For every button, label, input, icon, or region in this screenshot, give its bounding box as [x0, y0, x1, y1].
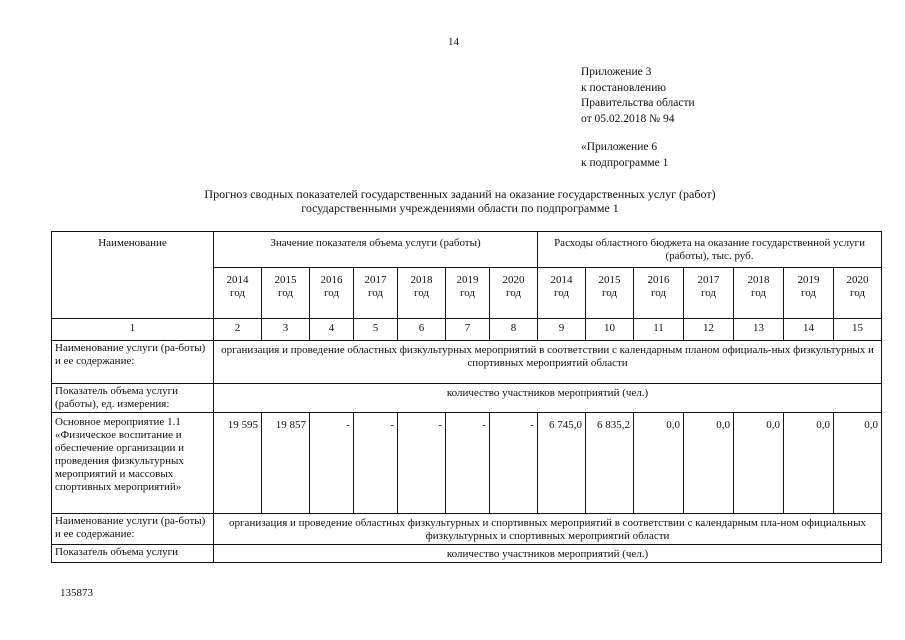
header-name: Наименование — [52, 232, 214, 319]
column-number: 9 — [538, 319, 586, 341]
service-name-row — [52, 341, 882, 384]
column-number: 11 — [634, 319, 684, 341]
year-volume-2020: 2020 год — [490, 267, 538, 318]
indicator-row-2 — [52, 545, 882, 563]
year-volume-2018: 2018 год — [398, 267, 446, 318]
appendix-block — [581, 65, 695, 127]
appendix-line-1: Приложение 3 — [581, 66, 652, 78]
title-line-2: государственными учреждениями области по подпрограмме 1 — [301, 201, 619, 215]
column-number: 8 — [490, 319, 538, 341]
column-number: 1 — [52, 319, 214, 341]
measure-expenses-2017: 0,0 — [684, 413, 734, 514]
appendix-block-2 — [581, 140, 668, 171]
service-name-row-2 — [52, 514, 882, 545]
measure-volume-2014: 19 595 — [214, 413, 262, 514]
indicator-row — [52, 384, 882, 413]
measure-label: Основное мероприятие 1.1 «Физическое воспитание и обеспечение организации и проведения физкультурных мероприятий и массовых спортивных мероприятий» — [52, 413, 214, 514]
measure-expenses-2018: 0,0 — [734, 413, 784, 514]
appendix-line-3: Правительства области — [581, 97, 695, 109]
column-number-row — [52, 319, 882, 341]
year-expenses-2014: 2014 год — [538, 267, 586, 318]
year-volume-2014: 2014 год — [214, 267, 262, 318]
measure-expenses-2014: 6 745,0 — [538, 413, 586, 514]
page-number: 14 — [448, 36, 459, 48]
forecast-table — [51, 231, 882, 563]
header-row-1 — [52, 232, 882, 268]
column-number: 14 — [784, 319, 834, 341]
measure-row — [52, 413, 882, 514]
year-expenses-2016: 2016 год — [634, 267, 684, 318]
document-title — [100, 187, 820, 215]
title-line-1: Прогноз сводных показателей государственных заданий на оказание государственных услуг (работ) — [204, 187, 716, 201]
year-volume-2017: 2017 год — [354, 267, 398, 318]
appendix-line-4: от 05.02.2018 № 94 — [581, 112, 675, 125]
measure-expenses-2020: 0,0 — [834, 413, 882, 514]
year-expenses-2015: 2015 год — [586, 267, 634, 318]
column-number: 7 — [446, 319, 490, 341]
measure-expenses-2019: 0,0 — [784, 413, 834, 514]
column-number: 4 — [310, 319, 354, 341]
year-volume-2015: 2015 год — [262, 267, 310, 318]
column-number: 15 — [834, 319, 882, 341]
service-name-label-2: Наименование услуги (ра-боты) и ее содержание: — [52, 514, 214, 545]
measure-volume-2019: - — [446, 413, 490, 514]
year-expenses-2020: 2020 год — [834, 267, 882, 318]
indicator-value-2: количество участников мероприятий (чел.) — [214, 545, 882, 563]
appendix-line-2: к постановлению — [581, 81, 666, 94]
column-number: 13 — [734, 319, 784, 341]
column-number: 5 — [354, 319, 398, 341]
measure-volume-2017: - — [354, 413, 398, 514]
year-expenses-2017: 2017 год — [684, 267, 734, 318]
document-code: 135873 — [60, 587, 93, 599]
column-number: 3 — [262, 319, 310, 341]
column-number: 12 — [684, 319, 734, 341]
column-number: 2 — [214, 319, 262, 341]
service-name-label: Наименование услуги (ра-боты) и ее содержание: — [52, 341, 214, 384]
measure-volume-2015: 19 857 — [262, 413, 310, 514]
measure-expenses-2016: 0,0 — [634, 413, 684, 514]
header-expenses: Расходы областного бюджета на оказание государственной услуги (работы), тыс. руб. — [538, 232, 882, 268]
appendix-line-6: к подпрограмме 1 — [581, 156, 669, 169]
header-volume: Значение показателя объема услуги (работы) — [214, 232, 538, 268]
year-expenses-2018: 2018 год — [734, 267, 784, 318]
service-name-value: организация и проведение областных физкультурных мероприятий в соответствии с календарным планом официаль-ных физкультурных и спортивных мероприятий области — [214, 341, 882, 384]
column-number: 10 — [586, 319, 634, 341]
measure-expenses-2015: 6 835,2 — [586, 413, 634, 514]
indicator-label: Показатель объема услуги (работы), ед. измерения: — [52, 384, 214, 413]
service-name-value-2: организация и проведение областных физкультурных и спортивных мероприятий в соответствии с календарным пла-ном официальных физкультурных и спортивных мероприятий области — [214, 514, 882, 545]
year-volume-2019: 2019 год — [446, 267, 490, 318]
measure-volume-2016: - — [310, 413, 354, 514]
column-number: 6 — [398, 319, 446, 341]
appendix-line-5: «Приложение 6 — [581, 141, 658, 153]
indicator-value: количество участников мероприятий (чел.) — [214, 384, 882, 413]
measure-volume-2020: - — [490, 413, 538, 514]
measure-volume-2018: - — [398, 413, 446, 514]
indicator-label-2: Показатель объема услуги — [52, 545, 214, 563]
year-expenses-2019: 2019 год — [784, 267, 834, 318]
year-volume-2016: 2016 год — [310, 267, 354, 318]
